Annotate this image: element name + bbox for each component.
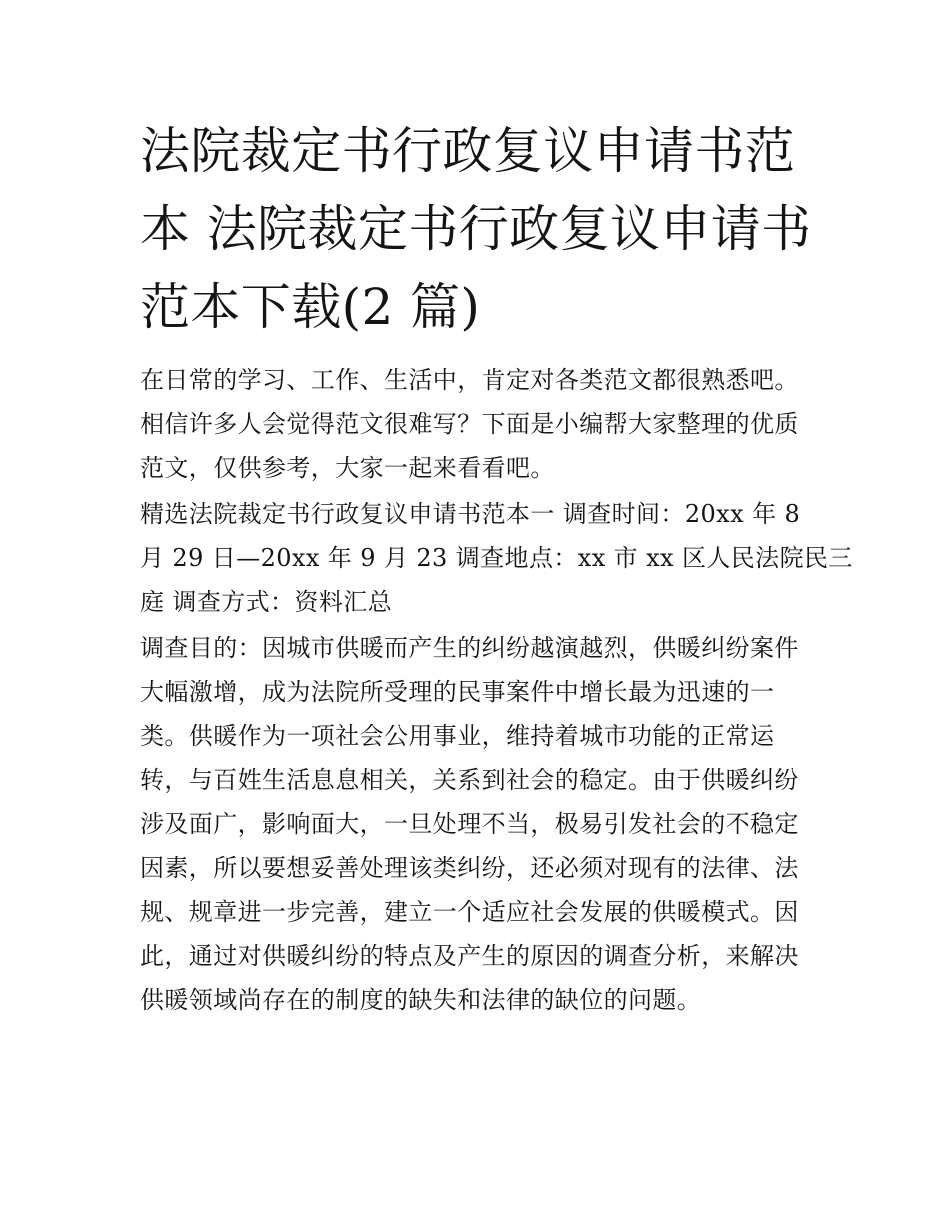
text-line: 在日常的学习、工作、生活中，肯定对各类范文都很熟悉吧。	[140, 366, 799, 394]
text-line: 规、规章进一步完善，建立一个适应社会发展的供暖模式。因	[140, 898, 799, 926]
text-line: 涉及面广，影响面大，一旦处理不当，极易引发社会的不稳定	[140, 810, 799, 838]
text-line: 精选法院裁定书行政复议申请书范本一 调查时间：20xx 年 8	[140, 500, 801, 528]
text-line: 供暖领域尚存在的制度的缺失和法律的缺位的问题。	[140, 986, 702, 1014]
text-line: 调查目的：因城市供暖而产生的纠纷越演越烈，供暖纠纷案件	[140, 634, 799, 662]
text-line: 相信许多人会觉得范文很难写？下面是小编帮大家整理的优质	[140, 410, 799, 438]
text-line: 月 29 日—20xx 年 9 月 23 调查地点：xx 市 xx 区人民法院民三	[140, 544, 853, 572]
text-line: 此，通过对供暖纠纷的特点及产生的原因的调查分析，来解决	[140, 942, 799, 970]
text-line: 因素，所以要想妥善处理该类纠纷，还必须对现有的法律、法	[140, 854, 799, 882]
text-line: 转，与百姓生活息息相关，关系到社会的稳定。由于供暖纠纷	[140, 766, 799, 794]
document-body	[140, 358, 853, 1022]
document-title	[140, 112, 820, 346]
survey-info-paragraph	[140, 492, 853, 624]
title-line: 范本下载(2 篇)	[140, 278, 481, 336]
intro-paragraph	[140, 358, 830, 490]
survey-purpose-paragraph	[140, 626, 830, 1022]
title-line: 本 法院裁定书行政复议申请书	[140, 200, 812, 258]
title-line: 法院裁定书行政复议申请书范	[140, 122, 796, 180]
text-line: 庭 调查方式：资料汇总	[140, 588, 393, 616]
text-line: 大幅激增，成为法院所受理的民事案件中增长最为迅速的一	[140, 678, 775, 706]
text-line: 类。供暖作为一项社会公用事业，维持着城市功能的正常运	[140, 722, 775, 750]
text-line: 范文，仅供参考，大家一起来看看吧。	[140, 454, 555, 482]
